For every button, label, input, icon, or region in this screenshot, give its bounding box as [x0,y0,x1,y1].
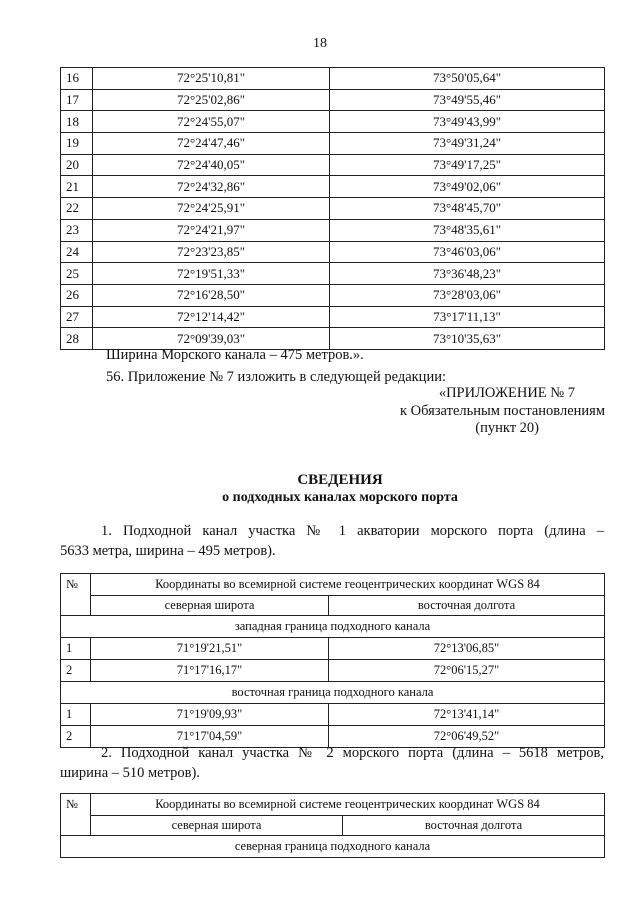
latitude-cell: 72°24'32,86" [93,176,330,198]
latitude-cell: 72°25'02,86" [93,89,330,111]
section-north-boundary: северная граница подходного канала [61,836,605,858]
channel2-description: 2. Подходной канал участка № 2 морского порта (длина – 5618 метров, [101,745,604,761]
section-east-boundary: восточная граница подходного канала [61,682,605,704]
coordinate-row [61,284,605,306]
latitude-cell: 71°17'04,59" [91,726,329,748]
longitude-cell: 73°49'31,24" [330,133,605,155]
longitude-cell: 73°48'35,61" [330,219,605,241]
col-number-header: № [61,574,91,616]
longitude-cell: 73°49'02,06" [330,176,605,198]
longitude-cell: 72°06'15,27" [329,660,605,682]
latitude-cell: 72°24'21,97" [93,219,330,241]
latitude-cell: 72°16'28,50" [93,284,330,306]
document-subheading: о подходных каналах морского порта [222,490,458,505]
row-number: 1 [61,704,91,726]
row-number: 17 [61,89,93,111]
col-longitude-header: восточная долгота [329,596,605,616]
appendix-point: (пункт 20) [475,420,539,436]
row-number: 22 [61,198,93,220]
latitude-cell: 72°25'10,81" [93,68,330,90]
coordinate-row [61,89,605,111]
coordinate-row [61,241,605,263]
channel1-description-cont: 5633 метра, ширина – 495 метров). [60,543,276,559]
row-number: 27 [61,306,93,328]
latitude-cell: 72°19'51,33" [93,263,330,285]
row-number: 28 [61,328,93,350]
row-number: 24 [61,241,93,263]
channel1-table [60,573,605,748]
coordinate-row [61,306,605,328]
latitude-cell: 71°19'21,51" [91,638,329,660]
latitude-cell: 72°24'40,05" [93,154,330,176]
longitude-cell: 73°49'43,99" [330,111,605,133]
latitude-cell: 72°23'23,85" [93,241,330,263]
item-56: 56. Приложение № 7 изложить в следующей редакции: [106,369,446,385]
longitude-cell: 73°17'11,13" [330,306,605,328]
coordinate-row [61,198,605,220]
coordinate-row [61,133,605,155]
longitude-cell: 72°13'06,85" [329,638,605,660]
latitude-cell: 71°17'16,17" [91,660,329,682]
document-heading: СВЕДЕНИЯ [297,472,383,488]
latitude-cell: 72°24'47,46" [93,133,330,155]
col-latitude-header: северная широта [91,816,343,836]
col-latitude-header: северная широта [91,596,329,616]
latitude-cell: 72°24'25,91" [93,198,330,220]
longitude-cell: 73°49'17,25" [330,154,605,176]
coordinates-table-body [61,68,605,350]
row-number: 23 [61,219,93,241]
coordinate-row [61,154,605,176]
row-number: 2 [61,726,91,748]
page-number: 18 [313,36,327,51]
latitude-cell: 72°09'39,03" [93,328,330,350]
latitude-cell: 72°24'55,07" [93,111,330,133]
row-number: 1 [61,638,91,660]
channel2-table [60,793,605,858]
row-number: 19 [61,133,93,155]
section-west-boundary: западная граница подходного канала [61,616,605,638]
latitude-cell: 72°12'14,42" [93,306,330,328]
row-number: 25 [61,263,93,285]
longitude-cell: 72°06'49,52" [329,726,605,748]
coordinate-row [61,68,605,90]
coordinate-row [61,219,605,241]
col-number-header: № [61,794,91,836]
longitude-cell: 72°13'41,14" [329,704,605,726]
coordinate-row [61,263,605,285]
row-number: 16 [61,68,93,90]
channel1-description: 1. Подходной канал участка № 1 акватории морского порта (длина – [101,523,604,539]
longitude-cell: 73°48'45,70" [330,198,605,220]
latitude-cell: 71°19'09,93" [91,704,329,726]
appendix-title: «ПРИЛОЖЕНИЕ № 7 [438,385,575,401]
row-number: 18 [61,111,93,133]
channel2-description-cont: ширина – 510 метров). [60,765,200,781]
appendix-subtitle: к Обязательным постановлениям [400,403,605,419]
col-longitude-header: восточная долгота [343,816,605,836]
col-coord-header: Координаты во всемирной системе геоцентрических координат WGS 84 [91,794,605,816]
longitude-cell: 73°50'05,64" [330,68,605,90]
longitude-cell: 73°28'03,06" [330,284,605,306]
row-number: 21 [61,176,93,198]
canal-width-line: Ширина Морского канала – 475 метров.». [106,347,364,363]
row-number: 26 [61,284,93,306]
row-number: 2 [61,660,91,682]
coordinate-row [61,111,605,133]
coordinate-row [61,176,605,198]
longitude-cell: 73°46'03,06" [330,241,605,263]
row-number: 20 [61,154,93,176]
longitude-cell: 73°10'35,63" [330,328,605,350]
longitude-cell: 73°36'48,23" [330,263,605,285]
coordinates-table [60,67,605,350]
longitude-cell: 73°49'55,46" [330,89,605,111]
col-coord-header: Координаты во всемирной системе геоцентрических координат WGS 84 [91,574,605,596]
